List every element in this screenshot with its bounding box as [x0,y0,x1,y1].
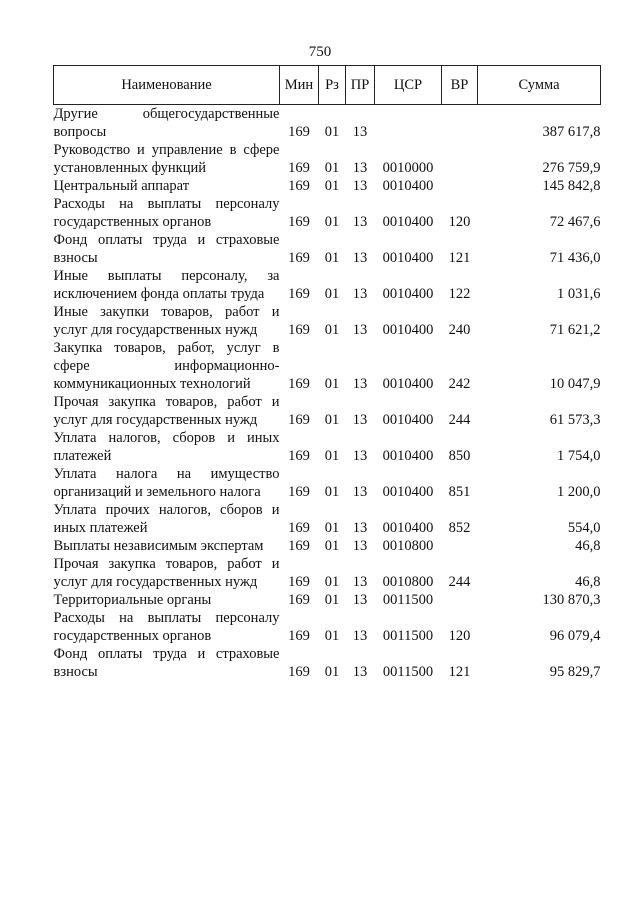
cell-name: Территориальные органы [53,592,212,608]
table-header-row [54,66,601,105]
cell-sum: 46,8 [575,574,601,590]
cell-vr: 244 [448,412,471,428]
cell-vr [442,105,478,142]
cell-sum: 387 617,8 [542,124,601,140]
cell-csr: 0010800 [382,574,434,590]
cell-sum: 96 079,4 [549,628,601,644]
cell-min: 169 [288,178,310,194]
cell-vr: 851 [448,484,471,500]
table-body [54,105,601,682]
cell-rz: 01 [324,484,340,500]
cell-min: 169 [288,628,310,644]
table-row [54,303,601,339]
budget-table [53,65,601,681]
header-rz: Рз [319,66,346,105]
cell-csr: 0010400 [382,412,434,428]
cell-vr: 121 [448,664,471,680]
cell-name: Другие общегосударственные вопросы [53,106,280,140]
cell-csr: 0010400 [382,286,434,302]
cell-vr: 120 [448,214,471,230]
cell-sum: 145 842,8 [542,178,601,194]
cell-rz: 01 [324,376,340,392]
cell-vr [442,141,478,177]
cell-rz: 01 [324,538,340,554]
cell-rz: 01 [324,628,340,644]
cell-rz: 01 [324,412,340,428]
cell-sum: 554,0 [567,520,601,536]
cell-name: Расходы на выплаты персоналу государственных органов [53,196,280,230]
cell-name: Центральный аппарат [53,178,190,194]
table-row [54,591,601,609]
table-row [54,141,601,177]
cell-rz: 01 [324,124,340,140]
cell-name: Закупка товаров, работ, услуг в сфере информационно-коммуникационных технологий [53,340,280,392]
table-row [54,393,601,429]
cell-rz: 01 [324,520,340,536]
cell-name: Уплата налога на имущество организаций и земельного налога [53,466,280,500]
table-row [54,231,601,267]
cell-name: Расходы на выплаты персоналу государственных органов [53,610,280,644]
cell-name: Уплата прочих налогов, сборов и иных платежей [53,502,280,536]
cell-csr: 0011500 [382,628,434,644]
cell-name: Фонд оплаты труда и страховые взносы [53,646,280,680]
header-sum: Сумма [478,66,601,105]
table-row [54,609,601,645]
cell-min: 169 [288,448,310,464]
cell-vr [442,177,478,195]
cell-sum: 1 031,6 [557,286,601,302]
cell-pr: 13 [352,664,368,680]
cell-vr [442,537,478,555]
cell-csr: 0010400 [382,178,434,194]
cell-min: 169 [288,160,310,176]
table-row [54,429,601,465]
cell-csr: 0010000 [382,160,434,176]
cell-vr: 122 [448,286,471,302]
cell-name: Иные закупки товаров, работ и услуг для государственных нужд [53,304,280,338]
cell-pr: 13 [352,484,368,500]
cell-rz: 01 [324,448,340,464]
cell-pr: 13 [352,178,368,194]
cell-sum: 46,8 [575,538,601,554]
cell-min: 169 [288,376,310,392]
cell-sum: 95 829,7 [549,664,601,680]
cell-min: 169 [288,124,310,140]
cell-pr: 13 [352,628,368,644]
cell-min: 169 [288,484,310,500]
cell-name: Иные выплаты персоналу, за исключением фонда оплаты труда [53,268,280,302]
cell-csr: 0010800 [382,538,434,554]
cell-pr: 13 [352,286,368,302]
cell-vr: 242 [448,376,471,392]
cell-min: 169 [288,574,310,590]
cell-pr: 13 [352,376,368,392]
cell-pr: 13 [352,592,368,608]
table-row [54,105,601,142]
table-row [54,645,601,681]
cell-sum: 276 759,9 [542,160,601,176]
header-name: Наименование [54,66,280,105]
cell-sum: 1 200,0 [557,484,601,500]
cell-min: 169 [288,664,310,680]
cell-vr: 240 [448,322,471,338]
cell-min: 169 [288,538,310,554]
cell-name: Прочая закупка товаров, работ и услуг для государственных нужд [53,394,280,428]
table-row [54,195,601,231]
cell-rz: 01 [324,214,340,230]
cell-rz: 01 [324,574,340,590]
cell-csr: 0010400 [382,376,434,392]
cell-vr: 852 [448,520,471,536]
cell-sum: 61 573,3 [549,412,601,428]
cell-csr: 0010400 [382,214,434,230]
cell-pr: 13 [352,448,368,464]
table-row [54,339,601,393]
cell-vr [442,591,478,609]
cell-min: 169 [288,214,310,230]
cell-csr: 0010400 [382,322,434,338]
cell-sum: 1 754,0 [557,448,601,464]
table-row [54,267,601,303]
cell-pr: 13 [352,538,368,554]
cell-pr: 13 [352,124,368,140]
header-vr: ВР [442,66,478,105]
cell-min: 169 [288,520,310,536]
cell-rz: 01 [324,250,340,266]
page-number: 750 [308,44,332,60]
cell-csr: 0011500 [382,664,434,680]
cell-rz: 01 [324,160,340,176]
cell-vr: 850 [448,448,471,464]
cell-min: 169 [288,322,310,338]
cell-min: 169 [288,412,310,428]
cell-rz: 01 [324,322,340,338]
cell-name: Уплата налогов, сборов и иных платежей [53,430,280,464]
cell-pr: 13 [352,214,368,230]
cell-pr: 13 [352,160,368,176]
cell-name: Фонд оплаты труда и страховые взносы [53,232,280,266]
table-row [54,537,601,555]
cell-name: Выплаты независимым экспертам [53,538,264,554]
cell-min: 169 [288,592,310,608]
cell-pr: 13 [352,322,368,338]
cell-csr: 0010400 [382,484,434,500]
header-csr: ЦСР [375,66,442,105]
cell-name: Руководство и управление в сфере установленных функций [53,142,280,176]
cell-min: 169 [288,250,310,266]
cell-csr: 0010400 [382,520,434,536]
cell-vr: 121 [448,250,471,266]
table-row [54,465,601,501]
cell-sum: 71 436,0 [549,250,601,266]
cell-min: 169 [288,286,310,302]
cell-rz: 01 [324,286,340,302]
table-row [54,501,601,537]
cell-rz: 01 [324,664,340,680]
table-row [54,177,601,195]
cell-pr: 13 [352,412,368,428]
cell-pr: 13 [352,574,368,590]
cell-sum: 72 467,6 [549,214,601,230]
cell-pr: 13 [352,250,368,266]
header-pr: ПР [346,66,375,105]
cell-vr: 120 [448,628,471,644]
cell-sum: 71 621,2 [549,322,601,338]
table-row [54,555,601,591]
cell-csr [375,105,442,142]
header-min: Мин [280,66,319,105]
cell-sum: 10 047,9 [549,376,601,392]
cell-pr: 13 [352,520,368,536]
cell-csr: 0010400 [382,250,434,266]
cell-csr: 0011500 [382,592,434,608]
cell-rz: 01 [324,178,340,194]
cell-name: Прочая закупка товаров, работ и услуг для государственных нужд [53,556,280,590]
cell-csr: 0010400 [382,448,434,464]
cell-rz: 01 [324,592,340,608]
cell-vr: 244 [448,574,471,590]
cell-sum: 130 870,3 [542,592,601,608]
